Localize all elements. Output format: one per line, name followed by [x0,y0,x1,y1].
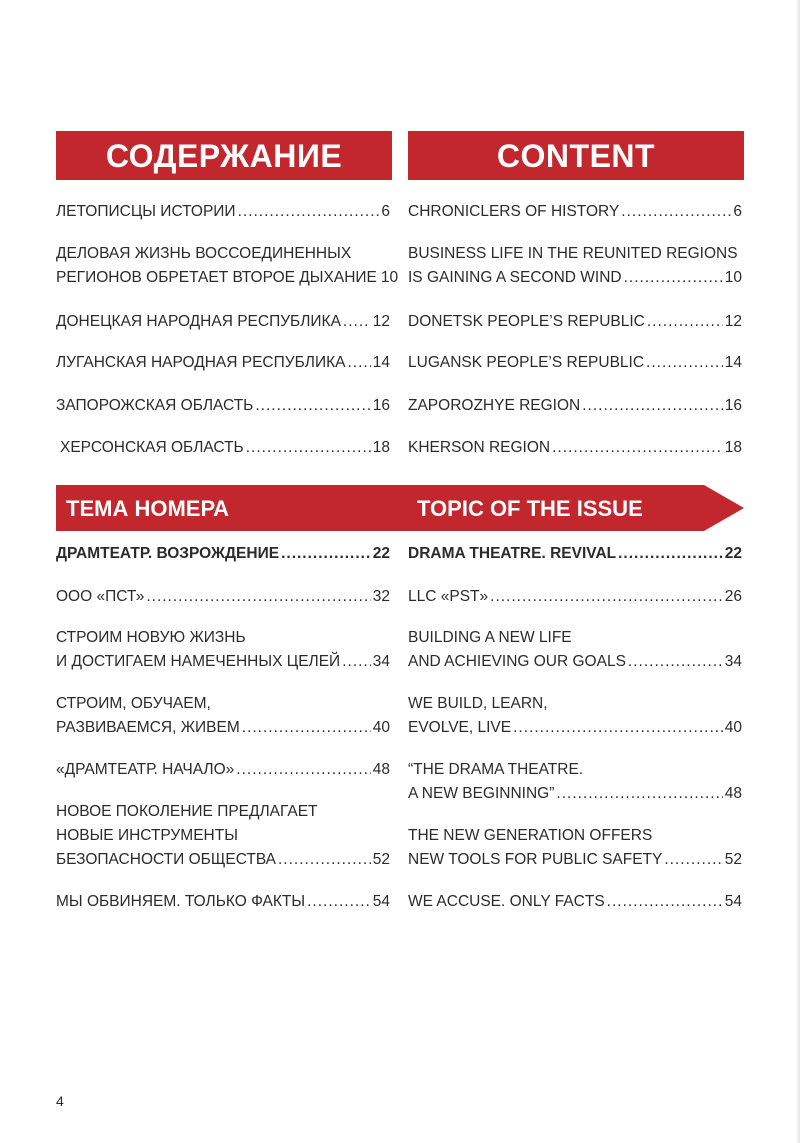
dot-leader [607,890,723,914]
toc-entry[interactable] [56,394,390,418]
topic-banner [56,485,744,531]
toc-entry[interactable] [56,351,390,375]
toc-entry[interactable] [408,394,742,418]
toc-entry[interactable] [408,242,742,290]
toc-entry-row [56,351,390,375]
toc-entry-title-line: И ДОСТИГАЕМ НАМЕЧЕННЫХ ЦЕЛЕЙ [56,653,341,670]
contents-header-en: CONTENT [408,131,744,180]
dot-leader [242,716,371,740]
toc-entry-title-line: LUGANSK PEOPLE’S REPUBLIC [408,354,645,371]
toc-page-number: 40 [724,719,742,736]
toc-page-number: 12 [372,313,390,330]
toc-entry[interactable] [408,626,742,674]
toc-page-number: 52 [724,851,742,868]
toc-page-number: 18 [372,439,390,456]
dot-leader [343,310,371,334]
toc-entry-title-line: ЛЕТОПИСЦЫ ИСТОРИИ [56,203,236,220]
dot-leader [582,394,723,418]
toc-page-number: 6 [381,203,390,220]
toc-entry-row [56,650,390,674]
toc-entry-title-line: A NEW BEGINNING” [408,785,555,802]
toc-page-number: 34 [724,653,742,670]
toc-entry-row [408,351,742,375]
toc-entry-row [408,782,742,806]
toc-page-number: 54 [724,893,742,910]
toc-page-number: 10 [724,269,742,286]
toc-entry[interactable] [56,310,390,334]
dot-leader [255,394,370,418]
toc-page-number: 32 [372,588,390,605]
dot-leader [628,650,723,674]
toc-entry-row [56,890,390,914]
toc-entry-title-line: AND ACHIEVING OUR GOALS [408,653,626,670]
toc-page-number: 16 [372,397,390,414]
toc-entry-title-line: BUSINESS LIFE IN THE REUNITED REGIONS [408,245,738,262]
toc-entry-row [56,266,399,290]
toc-page-number: 12 [724,313,742,330]
dot-leader [552,436,723,460]
toc-entry[interactable] [56,242,399,290]
dot-leader [307,890,371,914]
toc-entry-title-line: WE ACCUSE. ONLY FACTS [408,893,605,910]
toc-entry[interactable] [408,351,742,375]
toc-page-number: 26 [724,588,742,605]
toc-page-number: 14 [724,354,742,371]
toc-entry[interactable] [408,200,742,224]
toc-entry-row [408,200,742,224]
topic-title-en: TOPIC OF THE ISSUE [417,496,643,521]
toc-entry[interactable] [56,542,390,566]
toc-page-number: 10 [380,269,399,286]
toc-entry-title-line: LLC «PST» [408,588,489,605]
toc-entry-title-line: ZAPOROZHYE REGION [408,397,581,414]
toc-entry[interactable] [56,800,390,872]
toc-page-number: 48 [372,761,390,778]
toc-entry[interactable] [408,758,742,806]
toc-entry-title-line: DONETSK PEOPLE’S REPUBLIC [408,313,645,330]
toc-entry-row [56,848,390,872]
toc-entry[interactable] [408,692,742,740]
toc-entry-row [56,200,390,224]
dot-leader [342,650,371,674]
toc-entry-row [56,542,390,566]
topic-title-ru: ТЕМА НОМЕРА [66,496,230,521]
toc-entry[interactable] [56,890,390,914]
toc-entry-row [408,310,742,334]
dot-leader [347,351,370,375]
toc-entry-title-line: BUILDING A NEW LIFE [408,629,572,646]
toc-page-number: 48 [724,785,742,802]
toc-entry-row [408,650,742,674]
toc-entry-title-line: ЛУГАНСКАЯ НАРОДНАЯ РЕСПУБЛИКА [56,354,346,371]
dot-leader [618,542,723,566]
toc-entry-title-line: DRAMA THEATRE. REVIVAL [408,545,617,562]
toc-entry-title-line: ХЕРСОНСКАЯ ОБЛАСТЬ [60,439,244,456]
toc-entry-title-line: СТРОИМ НОВУЮ ЖИЗНЬ [56,629,246,646]
toc-entry-title-line: МЫ ОБВИНЯЕМ. ТОЛЬКО ФАКТЫ [56,893,306,910]
toc-entry-title-line: БЕЗОПАСНОСТИ ОБЩЕСТВА [56,851,276,868]
toc-entry-row [408,716,742,740]
dot-leader [621,200,731,224]
toc-page-number: 52 [372,851,390,868]
toc-entry-title-line: NEW TOOLS FOR PUBLIC SAFETY [408,851,663,868]
toc-entry-title-line: «ДРАМТЕАТР. НАЧАЛО» [56,761,235,778]
toc-entry-row [56,585,390,609]
toc-entry-title-line: ЗАПОРОЖСКАЯ ОБЛАСТЬ [56,397,254,414]
toc-entry-title-line: СТРОИМ, ОБУЧАЕМ, [56,695,211,712]
toc-entry-row [408,394,742,418]
toc-entry-row [408,542,742,566]
toc-entry-row [408,585,742,609]
toc-entry-title-line: KHERSON REGION [408,439,551,456]
dot-leader [238,200,380,224]
toc-entry-title-line: ДОНЕЦКАЯ НАРОДНАЯ РЕСПУБЛИКА [56,313,341,330]
toc-entry-title-line: THE NEW GENERATION OFFERS [408,827,653,844]
dot-leader [513,716,723,740]
toc-entry-title-line: НОВОЕ ПОКОЛЕНИЕ ПРЕДЛАГАЕТ [56,803,318,820]
toc-entry-row [408,848,742,872]
toc-entry[interactable] [56,200,390,224]
toc-entry-title-line: EVOLVE, LIVE [408,719,512,736]
dot-leader [490,585,723,609]
toc-entry-title-line: ДЕЛОВАЯ ЖИЗНЬ ВОССОЕДИНЕННЫХ [56,245,352,262]
toc-page-number: 6 [733,203,742,220]
toc-entry-title-line: РЕГИОНОВ ОБРЕТАЕТ ВТОРОЕ ДЫХАНИЕ [56,269,377,286]
toc-page-number: 34 [372,653,390,670]
dot-leader [646,351,723,375]
toc-entry[interactable] [56,626,390,674]
toc-entry-row [408,890,742,914]
toc-entry[interactable] [408,890,742,914]
toc-entry[interactable] [56,758,390,782]
dot-leader [281,542,371,566]
toc-entry-title-line: НОВЫЕ ИНСТРУМЕНТЫ [56,827,238,844]
toc-page-number: 22 [724,545,742,562]
toc-entry[interactable] [56,436,390,460]
toc-entry[interactable] [408,436,742,460]
toc-entry-title-line: “THE DRAMA THEATRE. [408,761,584,778]
dot-leader [146,585,370,609]
toc-entry[interactable] [408,585,742,609]
dot-leader [664,848,722,872]
toc-page-number: 22 [372,545,390,562]
toc-page-number: 40 [372,719,390,736]
toc-entry-title-line: ООО «ПСТ» [56,588,145,605]
dot-leader [647,310,723,334]
toc-entry-title-line: РАЗВИВАЕМСЯ, ЖИВЕМ [56,719,240,736]
dot-leader [556,782,722,806]
toc-entry-title-line: ДРАМТЕАТР. ВОЗРОЖДЕНИЕ [56,545,280,562]
toc-entry[interactable] [56,585,390,609]
toc-entry-row [408,266,742,290]
toc-entry-row [56,716,390,740]
dot-leader [246,436,371,460]
toc-page-number: 16 [724,397,742,414]
toc-entry-title-line: CHRONICLERS OF HISTORY [408,203,620,220]
page-number: 4 [56,1093,64,1109]
toc-entry[interactable] [408,310,742,334]
toc-page-number: 14 [372,354,390,371]
toc-entry[interactable] [56,692,390,740]
toc-entry-row [56,394,390,418]
toc-entry[interactable] [408,824,742,872]
toc-entry-row [408,436,742,460]
contents-header-ru: СОДЕРЖАНИЕ [56,131,392,180]
toc-entry-title-line: IS GAINING A SECOND WIND [408,269,622,286]
dot-leader [624,266,723,290]
toc-page-number: 54 [372,893,390,910]
dot-leader [278,848,371,872]
toc-page-number: 18 [724,439,742,456]
toc-entry-row [56,310,390,334]
toc-entry[interactable] [408,542,742,566]
toc-entry-row [56,758,390,782]
toc-entry-title-line: WE BUILD, LEARN, [408,695,548,712]
dot-leader [236,758,370,782]
toc-entry-row [56,436,390,460]
